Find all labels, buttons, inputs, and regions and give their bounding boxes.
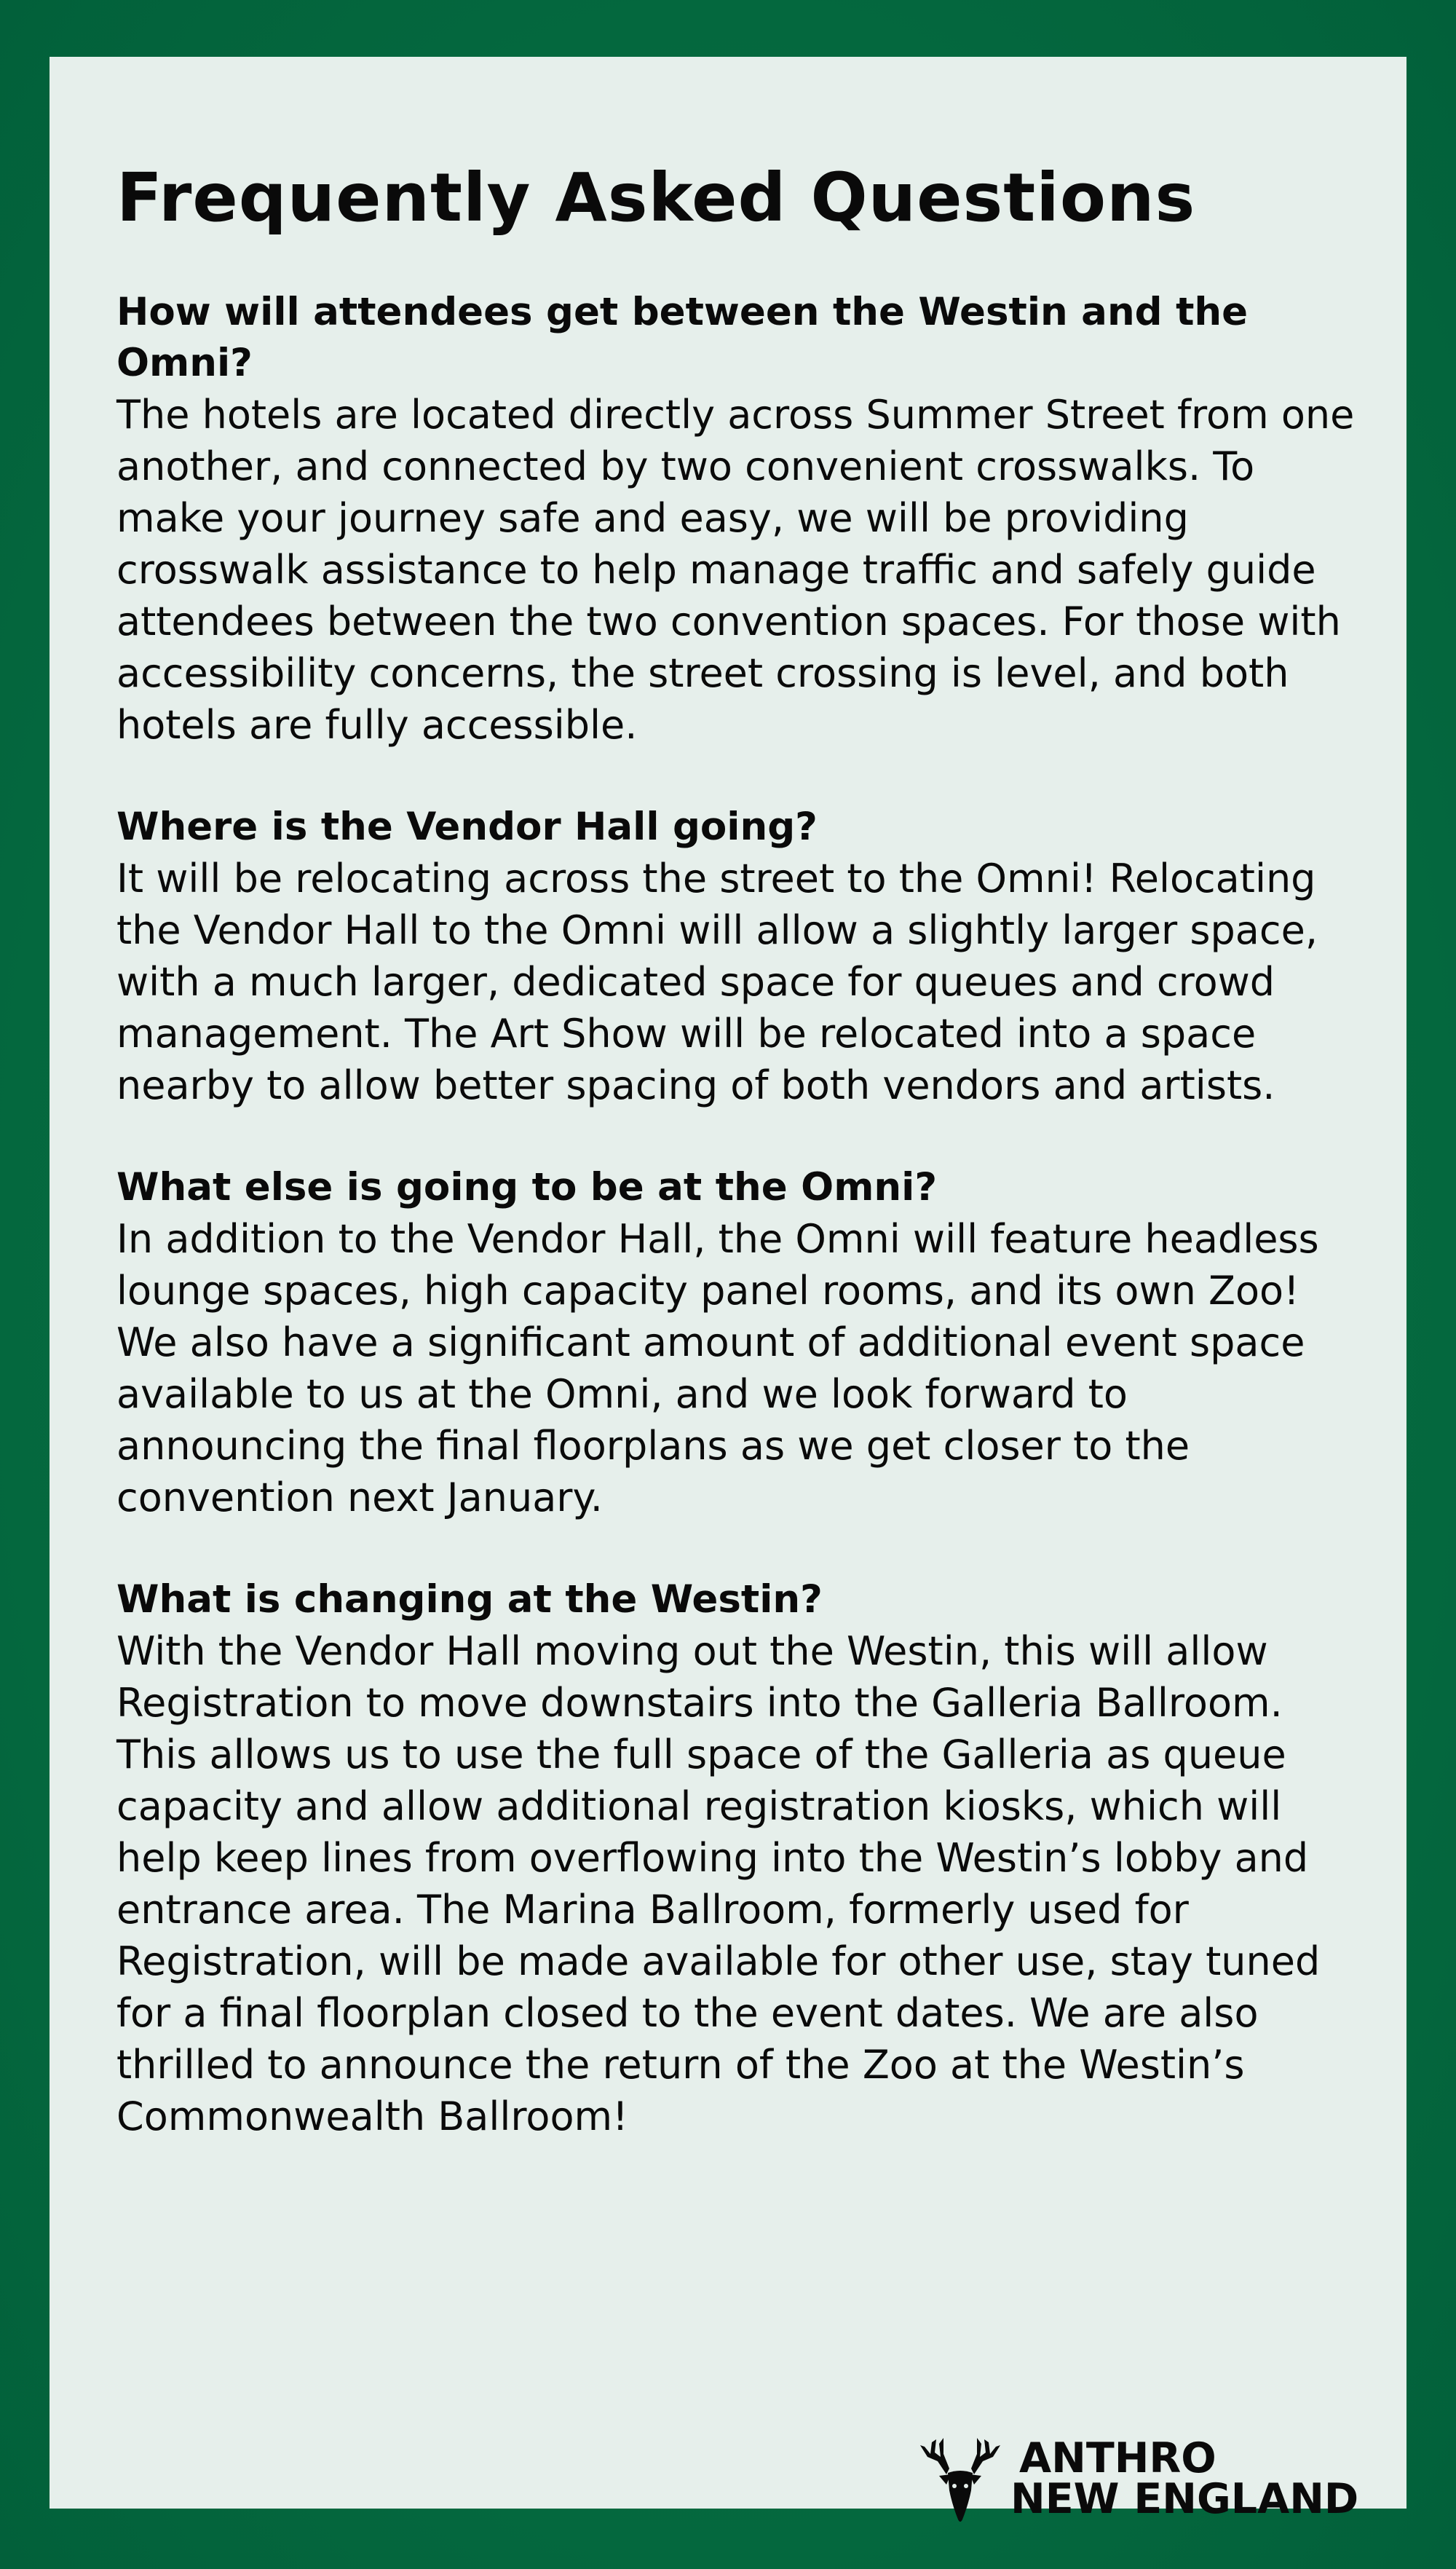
page-title: Frequently Asked Questions xyxy=(116,159,1196,237)
faq-answer: With the Vendor Hall moving out the Westin, this will allow Registration to move downstairs into the Galleria Ballroom. This allows us to use the full space of the Galleria as queue capacity and allow additional registration kiosks, which will help keep lines from overflowing into the Westin’s lobby and entrance area. The Marina Ballroom, formerly used for Registration, will be made available for other use, stay tuned for a final floorplan closed to the event dates. We are also thrilled to announce the return of the Zoo at the Westin’s Commonwealth Ballroom! xyxy=(116,1628,1321,2140)
logo-wordmark xyxy=(1010,2434,1359,2523)
faq-answer: In addition to the Vendor Hall, the Omni will feature headless lounge spaces, high capacity panel rooms, and its own Zoo! We also have a significant amount of additional event space available to us at the Omni, and we look forward to announcing the final floorplans as we get closer to the convention next January. xyxy=(116,1216,1319,1521)
faq-answer: It will be relocating across the street to the Omni! Relocating the Vendor Hall to the Omni will allow a slightly larger space, with a much larger, dedicated space for queues and crowd management. The Art Show will be relocated into a space nearby to allow better spacing of both vendors and artists. xyxy=(116,856,1318,1109)
faq-answer: The hotels are located directly across Summer Street from one another, and connected by two convenient crosswalks. To make your journey safe and easy, we will be providing crosswalk assistance to help manage traffic and safely guide attendees between the two convention spaces. For those with accessibility concerns, the street crossing is level, and both hotels are fully accessible. xyxy=(116,392,1355,749)
stag-head-icon xyxy=(917,2432,1003,2527)
faq-item xyxy=(116,1162,1369,1523)
logo-line-2: NEW ENGLAND xyxy=(1010,2475,1359,2523)
faq-item xyxy=(116,1574,1369,2142)
faq-content xyxy=(116,161,1369,2193)
faq-item xyxy=(116,287,1369,751)
faq-question: Where is the Vendor Hall going? xyxy=(116,805,818,850)
faq-item xyxy=(116,802,1369,1111)
faq-question: What else is going to be at the Omni? xyxy=(116,1165,938,1210)
faq-question: What is changing at the Westin? xyxy=(116,1577,823,1622)
faq-question: How will attendees get between the Westin and the Omni? xyxy=(116,290,1249,386)
logo-line-1: ANTHRO xyxy=(1019,2434,1216,2482)
anthro-new-england-logo xyxy=(917,2432,1398,2527)
faq-panel xyxy=(50,57,1406,2523)
